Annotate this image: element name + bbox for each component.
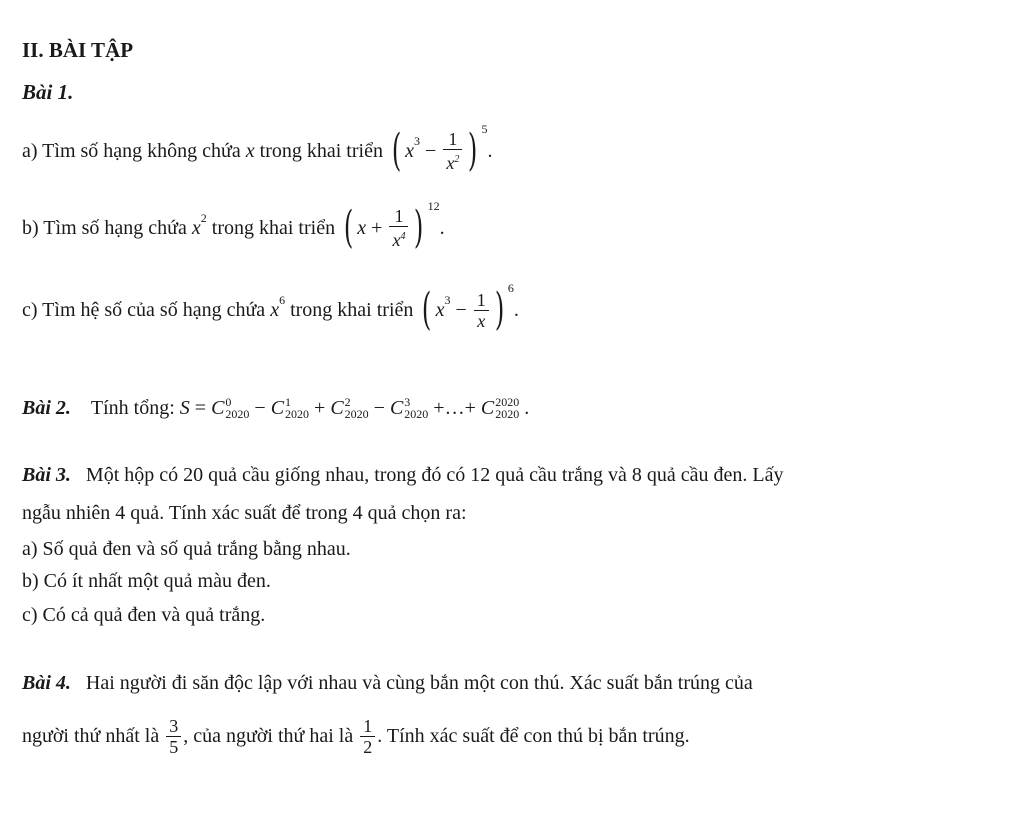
bai4-text1: Hai người đi săn độc lập với nhau và cùng bắn một con thú. Xác suất bắn trúng của (85, 672, 753, 694)
bai1-b-text: b) Tìm số hạng chứa (22, 216, 187, 239)
bai1-part-b: b) Tìm số hạng chứa x 2 trong khai triển ( x + $\frac{1}{x^4}$ ) 12 . (22, 198, 445, 253)
bai1-c-text2: trong khai triển (290, 298, 414, 321)
bai1-b-text2: trong khai triển (211, 216, 336, 239)
bai4-title: Bài 4. (22, 672, 71, 694)
bai4-line2 (22, 708, 690, 764)
bai1-part-c: c) Tìm hệ số của số hạng chứa x 6 trong khai triển ( x 3 − $\frac{1}{x}$ ) 6 . (22, 280, 519, 335)
bai1-a-var: x (245, 139, 255, 162)
bai4-text2c: . Tính xác suất để con thú bị bắn trúng. (377, 724, 690, 747)
bai3-part-c: c) Có cả quả đen và quả trắng. (22, 604, 266, 626)
section-title: II. BÀI TẬP (22, 38, 134, 62)
bai2-text: Tính tổng: (90, 396, 175, 419)
bai4-prob2-fraction: $\frac{1}{2}$ (360, 716, 375, 757)
bai2-title: Bài 2. (22, 396, 71, 419)
bai3-line1 (22, 464, 783, 487)
bai1-b-expression: ( x + $\frac{1}{x^4}$ ) 12 . (343, 198, 445, 253)
bai1-c-text: c) Tìm hệ số của số hạng chứa (22, 298, 266, 321)
bai3-part-a: a) Số quả đen và số quả trắng bằng nhau. (22, 538, 351, 560)
bai3-line2: ngẫu nhiên 4 quả. Tính xác suất để trong 4 quả chọn ra: (22, 502, 467, 524)
bai1-a-text: a) Tìm số hạng không chứa (22, 139, 241, 162)
bai2-sum-expression: S = C 0 2020 − C 1 2020 + C 2 2020 − C 3 2020 +…+ C 2020 2020 . (179, 395, 530, 421)
bai3-part-b: b) Có ít nhất một quả màu đen. (22, 570, 271, 592)
bai4-text2a: người thứ nhất là (22, 724, 160, 747)
bai4-text2b: , của người thứ hai là (183, 724, 354, 747)
bai1-part-a (22, 120, 492, 182)
bai3-title: Bài 3. (22, 464, 71, 486)
bai3-text1: Một hộp có 20 quả cầu giống nhau, trong đó có 12 quả cầu trắng và 8 quả cầu đen. Lấy (85, 464, 784, 486)
bai4-line1 (22, 672, 753, 695)
bai1-a-text2: trong khai triển (259, 139, 383, 162)
bai1-c-expression: ( x 3 − $\frac{1}{x}$ ) 6 . (422, 280, 519, 335)
bai4-prob1-fraction: $\frac{3}{5}$ (166, 716, 181, 757)
bai1-title: Bài 1. (22, 80, 74, 104)
bai1-a-expression: ( x 3 − $\frac{1}{x^2}$ ) 5 . (391, 121, 493, 176)
bai2 (22, 388, 529, 428)
